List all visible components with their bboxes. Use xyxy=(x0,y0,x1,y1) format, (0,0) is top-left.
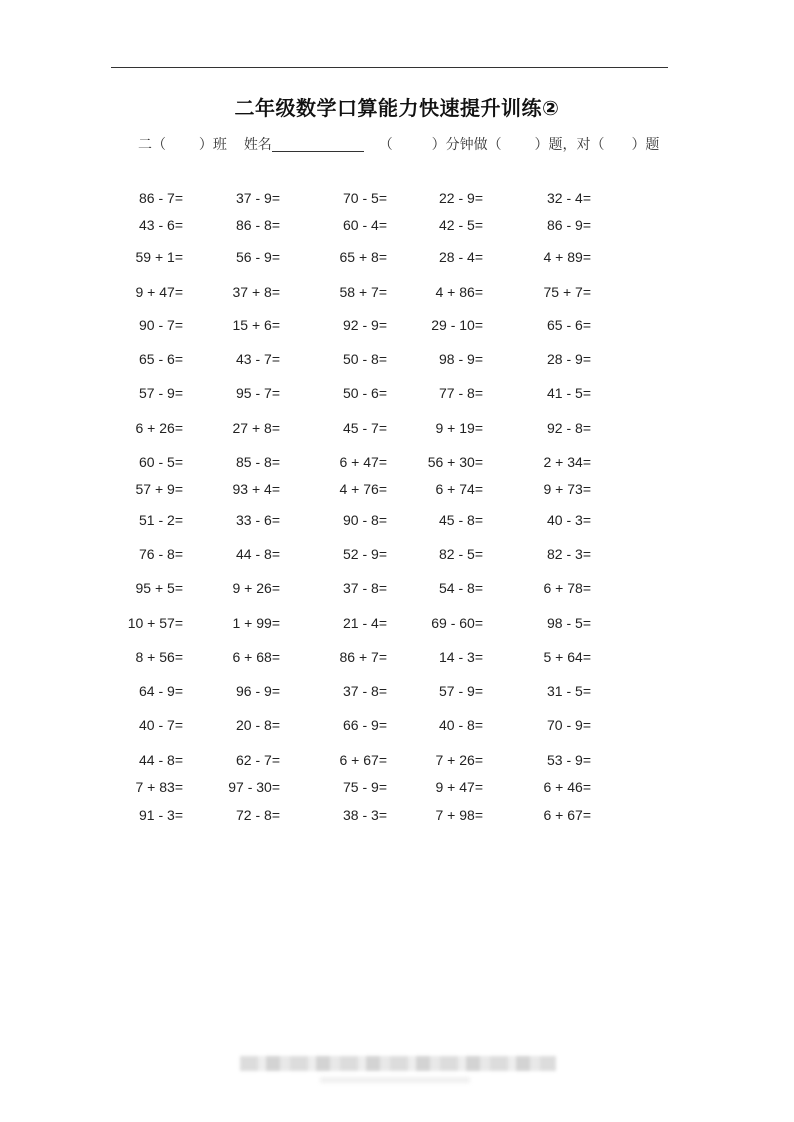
math-problem: 52 - 9= xyxy=(343,546,387,562)
math-problem: 27 + 8= xyxy=(232,420,280,436)
questions-label: ）题 xyxy=(631,137,660,153)
math-problem: 33 - 6= xyxy=(236,512,280,528)
math-problem: 37 + 8= xyxy=(232,284,280,300)
math-problem: 53 - 9= xyxy=(547,752,591,768)
math-problem: 82 - 3= xyxy=(547,546,591,562)
math-problem: 6 + 78= xyxy=(543,580,591,596)
math-problem: 57 - 9= xyxy=(439,683,483,699)
math-problem: 38 - 3= xyxy=(343,807,387,823)
math-problem: 44 - 8= xyxy=(236,546,280,562)
math-problem: 97 - 30= xyxy=(228,779,280,795)
math-problem: 75 + 7= xyxy=(543,284,591,300)
math-problem: 20 - 8= xyxy=(236,717,280,733)
math-problem: 2 + 34= xyxy=(543,454,591,470)
math-problem: 7 + 26= xyxy=(435,752,483,768)
math-problem: 45 - 8= xyxy=(439,512,483,528)
math-problem: 4 + 76= xyxy=(339,481,387,497)
grade-label: 二（ xyxy=(138,137,166,153)
time-paren-open: （ xyxy=(378,137,393,153)
math-problem: 32 - 4= xyxy=(547,190,591,206)
worksheet-title: 二年级数学口算能力快速提升训练② xyxy=(234,96,560,120)
math-problem: 60 - 4= xyxy=(343,217,387,233)
math-problem: 92 - 9= xyxy=(343,317,387,333)
math-problem: 37 - 8= xyxy=(343,683,387,699)
math-problem: 14 - 3= xyxy=(439,649,483,665)
math-problem: 65 - 6= xyxy=(547,317,591,333)
math-problem: 98 - 9= xyxy=(439,351,483,367)
math-problem: 86 - 9= xyxy=(547,217,591,233)
math-problem: 72 - 8= xyxy=(236,807,280,823)
math-problem: 57 + 9= xyxy=(135,481,183,497)
math-problem: 86 - 7= xyxy=(139,190,183,206)
math-problem: 40 - 7= xyxy=(139,717,183,733)
math-problem: 58 + 7= xyxy=(339,284,387,300)
math-problem: 62 - 7= xyxy=(236,752,280,768)
math-problem: 41 - 5= xyxy=(547,385,591,401)
math-problem: 29 - 10= xyxy=(431,317,483,333)
math-problem: 6 + 26= xyxy=(135,420,183,436)
math-problem: 31 - 5= xyxy=(547,683,591,699)
math-problem: 60 - 5= xyxy=(139,454,183,470)
math-problem: 6 + 68= xyxy=(232,649,280,665)
math-problem: 6 + 67= xyxy=(339,752,387,768)
minutes-label: ）分钟做（ xyxy=(431,137,502,153)
class-label: ）班 xyxy=(198,137,227,153)
math-problem: 15 + 6= xyxy=(232,317,280,333)
math-problem: 42 - 5= xyxy=(439,217,483,233)
math-problem: 1 + 99= xyxy=(232,615,280,631)
math-problem: 95 + 5= xyxy=(135,580,183,596)
math-problem: 9 + 19= xyxy=(435,420,483,436)
math-problem: 86 + 7= xyxy=(339,649,387,665)
math-problem: 50 - 6= xyxy=(343,385,387,401)
math-problem: 9 + 73= xyxy=(543,481,591,497)
math-problem: 9 + 26= xyxy=(232,580,280,596)
math-problem: 4 + 89= xyxy=(543,249,591,265)
math-problem: 40 - 3= xyxy=(547,512,591,528)
math-problem: 45 - 7= xyxy=(343,420,387,436)
math-problem: 96 - 9= xyxy=(236,683,280,699)
math-problem: 6 + 74= xyxy=(435,481,483,497)
math-problem: 9 + 47= xyxy=(135,284,183,300)
math-problem: 95 - 7= xyxy=(236,385,280,401)
math-problem: 70 - 9= xyxy=(547,717,591,733)
math-problem: 50 - 8= xyxy=(343,351,387,367)
math-problem: 70 - 5= xyxy=(343,190,387,206)
math-problem: 65 - 6= xyxy=(139,351,183,367)
math-problem: 98 - 5= xyxy=(547,615,591,631)
math-problem: 51 - 2= xyxy=(139,512,183,528)
math-problem: 77 - 8= xyxy=(439,385,483,401)
math-problem: 5 + 64= xyxy=(543,649,591,665)
math-problem: 4 + 86= xyxy=(435,284,483,300)
math-problem: 37 - 9= xyxy=(236,190,280,206)
math-problem: 56 + 30= xyxy=(427,454,483,470)
math-problem: 56 - 9= xyxy=(236,249,280,265)
math-problem: 66 - 9= xyxy=(343,717,387,733)
math-problem: 90 - 7= xyxy=(139,317,183,333)
math-problem: 9 + 47= xyxy=(435,779,483,795)
math-problem: 54 - 8= xyxy=(439,580,483,596)
math-problem: 91 - 3= xyxy=(139,807,183,823)
math-problem: 90 - 8= xyxy=(343,512,387,528)
math-problem: 8 + 56= xyxy=(135,649,183,665)
math-problem: 86 - 8= xyxy=(236,217,280,233)
math-problem: 85 - 8= xyxy=(236,454,280,470)
math-problem: 43 - 7= xyxy=(236,351,280,367)
math-problem: 59 + 1= xyxy=(135,249,183,265)
math-problem: 37 - 8= xyxy=(343,580,387,596)
math-problem: 65 + 8= xyxy=(339,249,387,265)
math-problem: 64 - 9= xyxy=(139,683,183,699)
math-problem: 92 - 8= xyxy=(547,420,591,436)
name-label: 姓名 xyxy=(243,137,272,153)
math-problem: 10 + 57= xyxy=(127,615,183,631)
math-problem: 28 - 9= xyxy=(547,351,591,367)
math-problem: 7 + 98= xyxy=(435,807,483,823)
right-label: ）题，对（ xyxy=(534,137,605,153)
math-problem: 7 + 83= xyxy=(135,779,183,795)
math-problem: 76 - 8= xyxy=(139,546,183,562)
math-problem: 82 - 5= xyxy=(439,546,483,562)
math-problem: 44 - 8= xyxy=(139,752,183,768)
math-problem: 22 - 9= xyxy=(439,190,483,206)
math-problem: 21 - 4= xyxy=(343,615,387,631)
math-problem: 40 - 8= xyxy=(439,717,483,733)
math-problem: 28 - 4= xyxy=(439,249,483,265)
math-problem: 6 + 67= xyxy=(543,807,591,823)
math-problem: 69 - 60= xyxy=(431,615,483,631)
math-problem: 57 - 9= xyxy=(139,385,183,401)
math-problem: 43 - 6= xyxy=(139,217,183,233)
math-problem: 6 + 46= xyxy=(543,779,591,795)
math-problem: 6 + 47= xyxy=(339,454,387,470)
blurred-footer xyxy=(240,1056,556,1071)
math-problem: 93 + 4= xyxy=(232,481,280,497)
blurred-footer-sub xyxy=(320,1077,470,1083)
math-problem: 75 - 9= xyxy=(343,779,387,795)
